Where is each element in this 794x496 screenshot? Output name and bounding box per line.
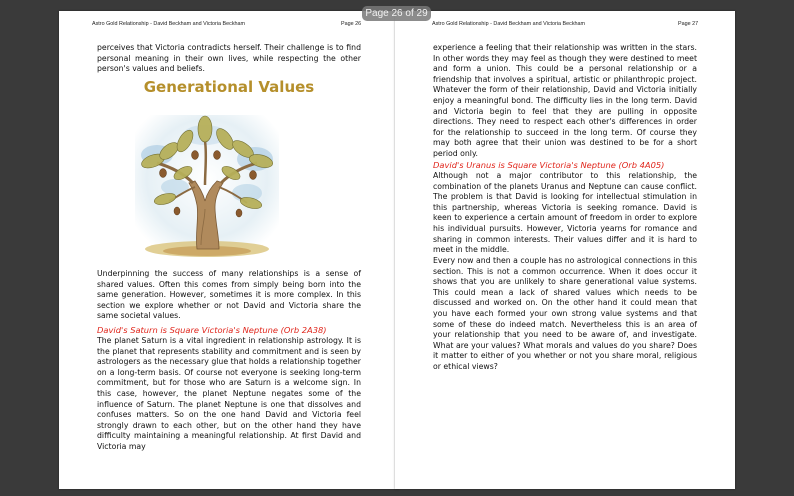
paragraph-uranus: Although not a major contributor to this relationship, the combination of the planets Uranus and Neptune can cause conflict. The problem is that David is looking for intellectual stimulation in this partnership, whereas Victoria is seeking romance. David is keen to experience a certain amount of freedom in order to explore his individual pursuits. However, Victoria yearns for romance and sharing in common interests. Their values differ and it is hard to meet in the middle.	[433, 171, 697, 255]
header-page-number: Page 26	[341, 21, 362, 27]
header-title: Astro Gold Relationship - David Beckham and Victoria Beckham	[92, 21, 246, 27]
page-indicator: Page 26 of 29	[362, 6, 431, 21]
paragraph-shared-values: Underpinning the success of many relationships is a sense of shared values. Often this comes from simply being born into the same generation. However, sometimes it is more complex. In this section we explore whether or not David and Victoria share the same societal values.	[97, 269, 361, 321]
header-page-number: Page 27	[678, 21, 699, 27]
paragraph-saturn: The planet Saturn is a vital ingredient in relationship astrology. It is the planet that represents stability and commitment and is seen by astrologers as the necessary glue that holds a relationship together on a long-term basis. Of course not everyone is seeking long-term commitment, but for those who are Saturn is a welcome sign. In this case, however, the planet Neptune negates some of the influence of Saturn. The planet Neptune is one that dissolves and confuses matters. So on the one hand David and Victoria feel strongly drawn to each other, but on the other hand they have difficulty maintaining a meaningful relationship. At first David and Victoria may	[97, 336, 361, 451]
section-heading-generational-values: Generational Values	[143, 78, 315, 96]
paragraph-intro: perceives that Victoria contradicts herself. Their challenge is to find personal meaning in their own lives, while respecting the other person's values and beliefs.	[97, 43, 361, 74]
header-title: Astro Gold Relationship - David Beckham and Victoria Beckham	[432, 21, 586, 27]
document-page-right	[395, 11, 735, 489]
heading-saturn-square-neptune: David's Saturn is Square Victoria's Neptune (Orb 2A38)	[97, 325, 327, 335]
document-page-left	[59, 11, 399, 489]
paragraph-no-connections: Every now and then a couple has no astrological connections in this section. This is not a common occurrence. When it does occur it shows that you are unlikely to share generational value systems. This could mean a lack of shared values which needs to be discussed and worked on. On the other hand it could mean that you have each formed your own strong value systems and that some of these do indeed match. Nevertheless this is an area of your relationship that you need to be aware of, and investigate. What are your values? What morals and values do you share? Does it matter to either of you whether or not you share moral, religious or ethical views?	[433, 256, 697, 371]
tree-illustration	[135, 115, 279, 257]
heading-uranus-square-neptune: David's Uranus is Square Victoria's Neptune (Orb 4A05)	[433, 160, 665, 170]
paragraph-continued: experience a feeling that their relationship was written in the stars. In other words they may feel as though they were destined to meet and form a union. This could be a personal relationship or a friendship that involves a spiritual, artistic or philanthropic project. Whatever the form of their relationship, David and Victoria initially enjoy a meaningful bond. The difficulty lies in the long term. David and Victoria begin to feel that they are pulling in opposite directions. They need to respect each other's differences in order for the relationship to succeed in the long term. Of course they may both agree that their union was destined to be for a short period only.	[433, 43, 697, 158]
